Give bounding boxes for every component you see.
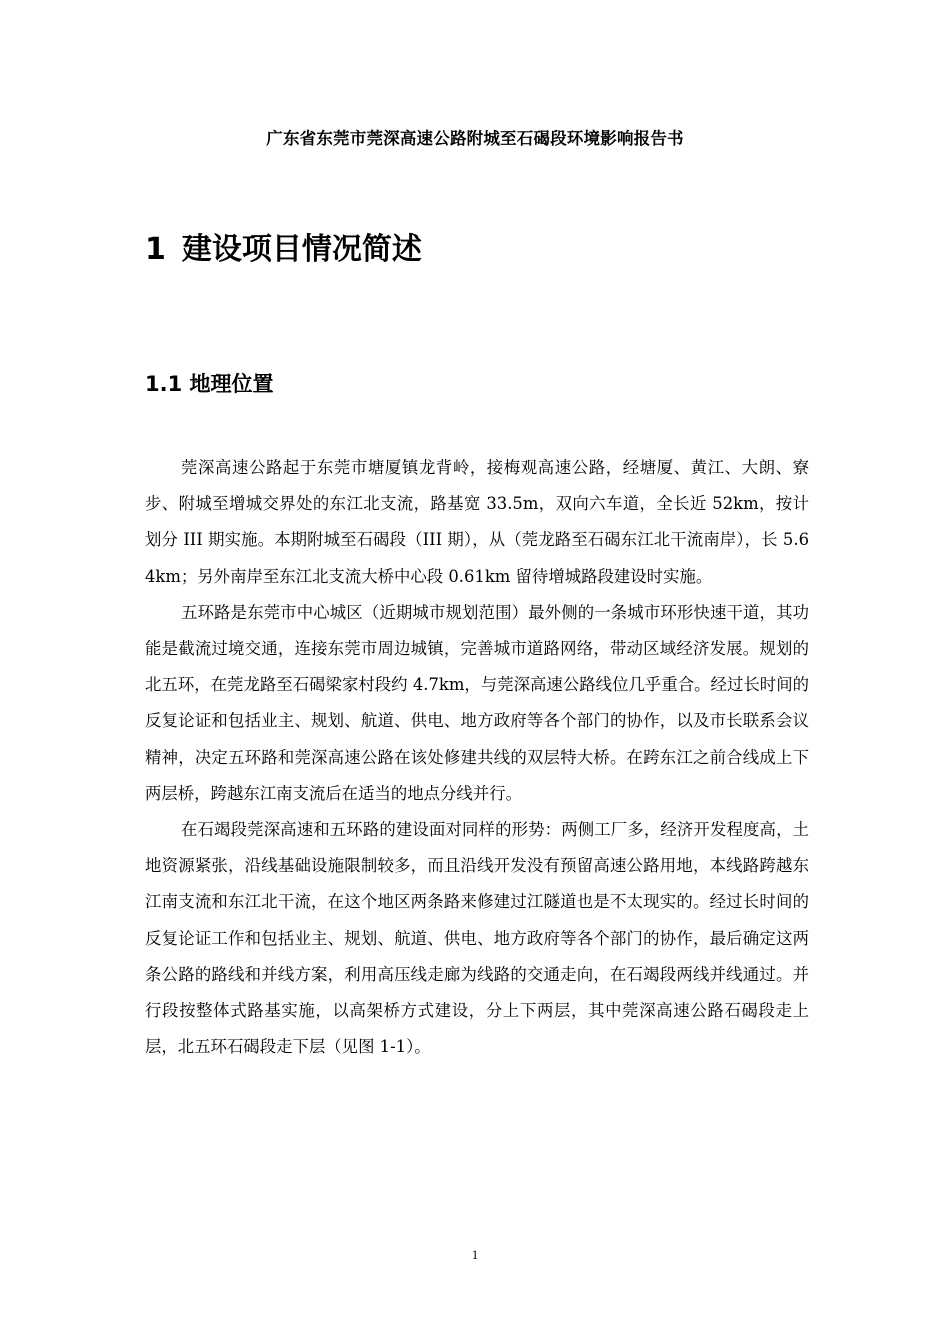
chapter-title-text: 建设项目情况简述 (181, 232, 422, 267)
page-number: 1 (471, 1247, 479, 1262)
paragraph: 在石竭段莞深高速和五环路的建设面对同样的形势：两侧工厂多，经济开发程度高，土地资源紧张，沿线基础设施限制较多，而且沿线开发没有预留高速公路用地，本线路跨越东江南支流和东江北干流，在这个地区两条路来修建过江隧道也是不太现实的。经过长时间的反复论证工作和包括业主、规划、航道、供电、地方政府等各个部门的协作，最后确定这两条公路的路线和并线方案，利用高压线走廊为线路的交通走向，在石竭段两线并线通过。并行段按整体式路基实施，以高架桥方式建设，分上下两层，其中莞深高速公路石碣段走上层，北五环石碣段走下层（见图 1-1）。 (145, 820, 809, 1057)
paragraph: 莞深高速公路起于东莞市塘厦镇龙背岭，接梅观高速公路，经塘厦、黄江、大朗、寮步、附城至增城交界处的东江北支流，路基宽 33.5m，双向六车道，全长近 52km，按计划分 III 期实施。本期附城至石碣段（III 期），从（莞龙路至石碣东江北干流南岸），长 5.64km；另外南岸至东江北支流大桥中心段 0.61km 留待增城路段建设时实施。 (145, 458, 809, 586)
body-text (145, 450, 809, 1065)
paragraph: 五环路是东莞市中心城区（近期城市规划范围）最外侧的一条城市环形快速干道，其功能是截流过境交通，连接东莞市周边城镇，完善城市道路网络，带动区域经济发展。规划的北五环，在莞龙路至石碣梁家村段约 4.7km，与莞深高速公路线位几乎重合。经过长时间的反复论证和包括业主、规划、航道、供电、地方政府等各个部门的协作，以及市长联系会议精神，决定五环路和莞深高速公路在该处修建共线的双层特大桥。在跨东江之前合线成上下两层桥，跨越东江南支流后在适当的地点分线并行。 (145, 602, 809, 803)
running-header: 广东省东莞市莞深高速公路附城至石碣段环境影响报告书 (266, 129, 684, 148)
section-title: 1.1 地理位置 (145, 372, 274, 396)
chapter-title (145, 228, 422, 272)
chapter-number: 1 (145, 232, 166, 267)
